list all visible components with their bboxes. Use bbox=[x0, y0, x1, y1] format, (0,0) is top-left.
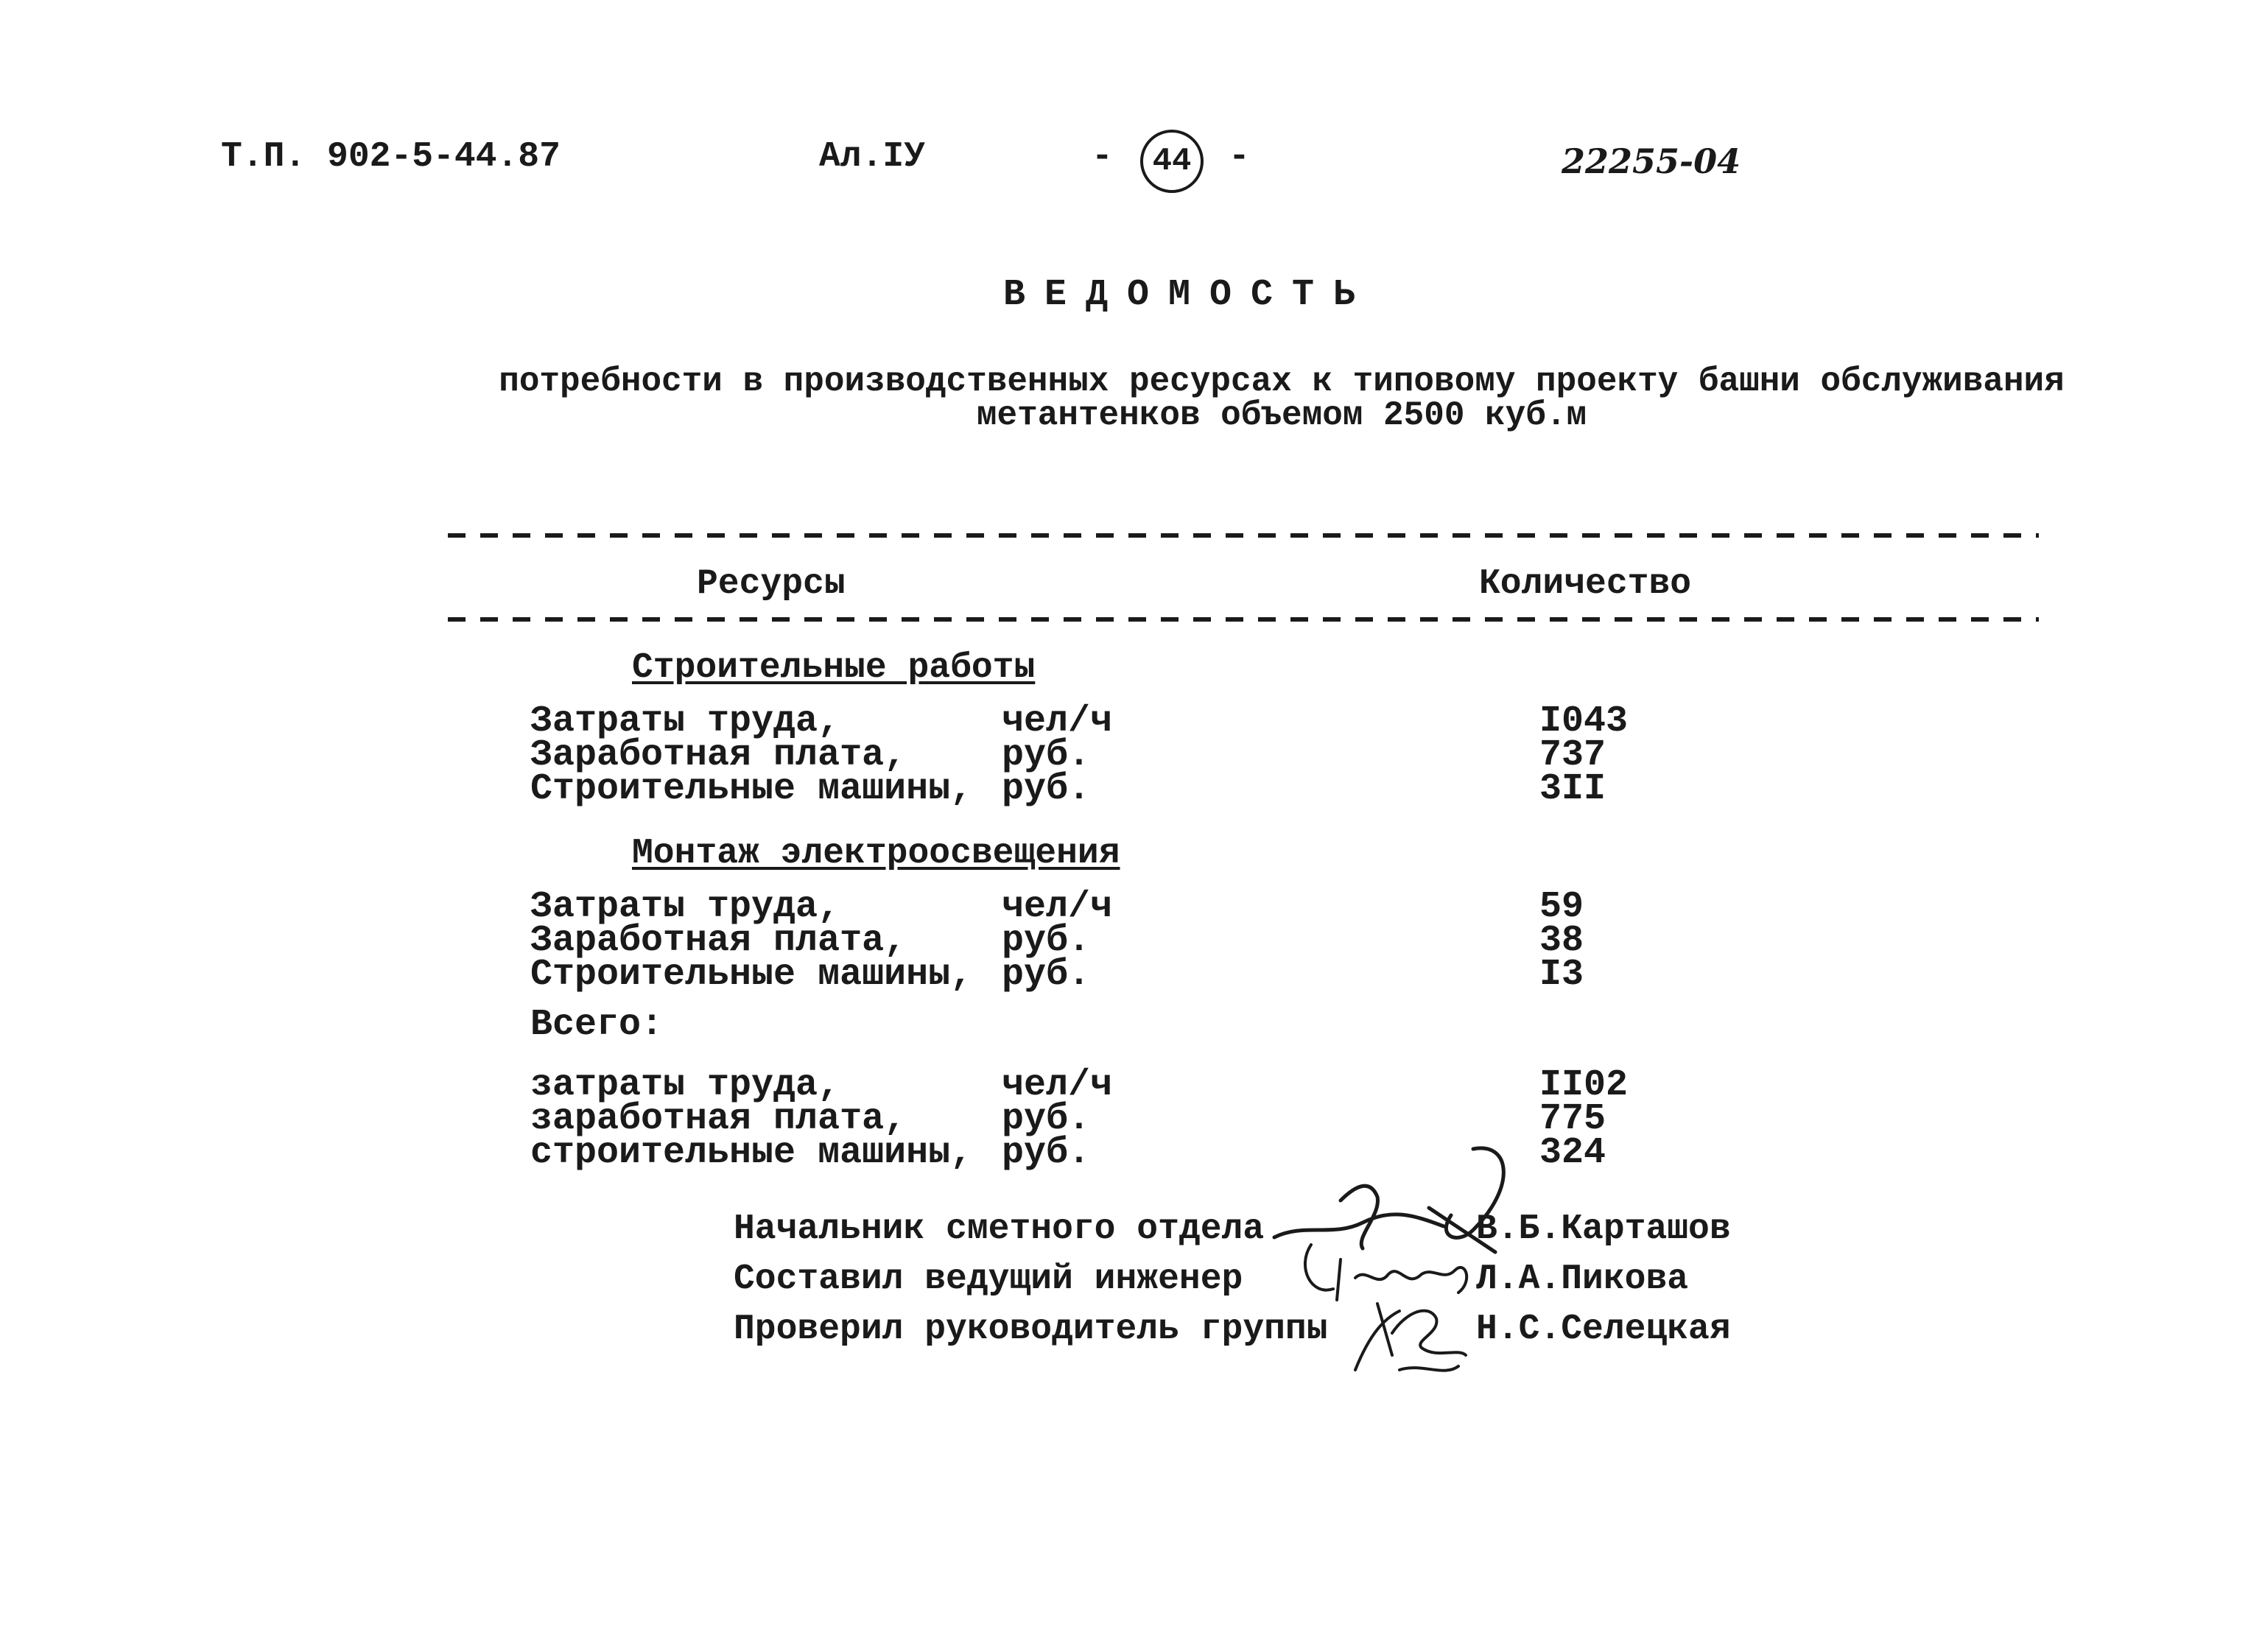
album-label: Ал.IУ bbox=[819, 137, 926, 177]
signature-role-head: Начальник сметного отдела bbox=[734, 1209, 1265, 1249]
resource-unit: чел/ч bbox=[1002, 1064, 1113, 1106]
signature-name-compiler: Л.А.Пикова bbox=[1476, 1259, 1689, 1299]
document-subtitle-line2: метантенков объемом 2500 куб.м bbox=[976, 396, 1587, 435]
table-row bbox=[530, 954, 1709, 996]
resource-name: Затраты труда, bbox=[530, 700, 840, 742]
table-row bbox=[530, 768, 1709, 810]
total-label bbox=[530, 1004, 825, 1046]
page-number: 44 bbox=[1140, 130, 1204, 193]
resource-quantity: 59 bbox=[1539, 886, 1584, 928]
document-title: ВЕДОМОСТЬ bbox=[1003, 274, 1375, 316]
resource-quantity: 3II bbox=[1539, 768, 1606, 810]
resource-quantity: I043 bbox=[1539, 700, 1629, 742]
resource-name: Строительные машины, bbox=[530, 954, 973, 996]
resource-name: Заработная плата, bbox=[530, 920, 907, 962]
total-label-text: Всего: bbox=[530, 1004, 664, 1046]
resource-unit: руб. bbox=[1002, 734, 1091, 776]
project-code: Т.П. 902-5-44.87 bbox=[221, 137, 561, 177]
resource-quantity: 737 bbox=[1539, 734, 1606, 776]
resource-name: строительные машины, bbox=[530, 1132, 973, 1174]
signature-name-checker: Н.С.Селецкая bbox=[1476, 1310, 1731, 1349]
resource-unit: руб. bbox=[1002, 1098, 1091, 1140]
table-row bbox=[530, 1132, 1709, 1174]
signature-name-head: В.Б.Карташов bbox=[1476, 1209, 1731, 1249]
resource-quantity: 324 bbox=[1539, 1132, 1606, 1174]
resource-unit: чел/ч bbox=[1002, 700, 1113, 742]
resource-name: Строительные машины, bbox=[530, 768, 973, 810]
section-title-lighting: Монтаж электроосвещения bbox=[632, 834, 1120, 874]
resource-quantity: I3 bbox=[1539, 954, 1584, 996]
signature-role-checker: Проверил руководитель группы bbox=[734, 1310, 1328, 1349]
resource-unit: чел/ч bbox=[1002, 886, 1113, 928]
resource-name: заработная плата, bbox=[530, 1098, 907, 1140]
table-header-rule bbox=[448, 617, 2039, 622]
resource-unit: руб. bbox=[1002, 920, 1091, 962]
document-subtitle-line1: потребности в производственных ресурсах к типовому проекту башни обслуживания bbox=[499, 362, 2065, 401]
page-dash-right: - bbox=[1229, 137, 1250, 177]
resource-name: затраты труда, bbox=[530, 1064, 840, 1106]
resource-unit: руб. bbox=[1002, 768, 1091, 810]
handwritten-signature-checker bbox=[1348, 1289, 1473, 1385]
page-dash-left: - bbox=[1092, 137, 1113, 177]
resource-unit: руб. bbox=[1002, 954, 1091, 996]
document-number: 22255-04 bbox=[1562, 141, 1741, 181]
column-header-resources: Ресурсы bbox=[697, 564, 846, 604]
resource-name: Затраты труда, bbox=[530, 886, 840, 928]
resource-quantity: II02 bbox=[1539, 1064, 1629, 1106]
resource-unit: руб. bbox=[1002, 1132, 1091, 1174]
table-top-rule bbox=[448, 533, 2039, 538]
resource-quantity: 38 bbox=[1539, 920, 1584, 962]
resource-quantity: 775 bbox=[1539, 1098, 1606, 1140]
resource-name: Заработная плата, bbox=[530, 734, 907, 776]
column-header-quantity: Количество bbox=[1479, 564, 1692, 604]
section-title-construction: Строительные работы bbox=[632, 648, 1036, 688]
signature-role-compiler: Составил ведущий инженер bbox=[734, 1259, 1243, 1299]
